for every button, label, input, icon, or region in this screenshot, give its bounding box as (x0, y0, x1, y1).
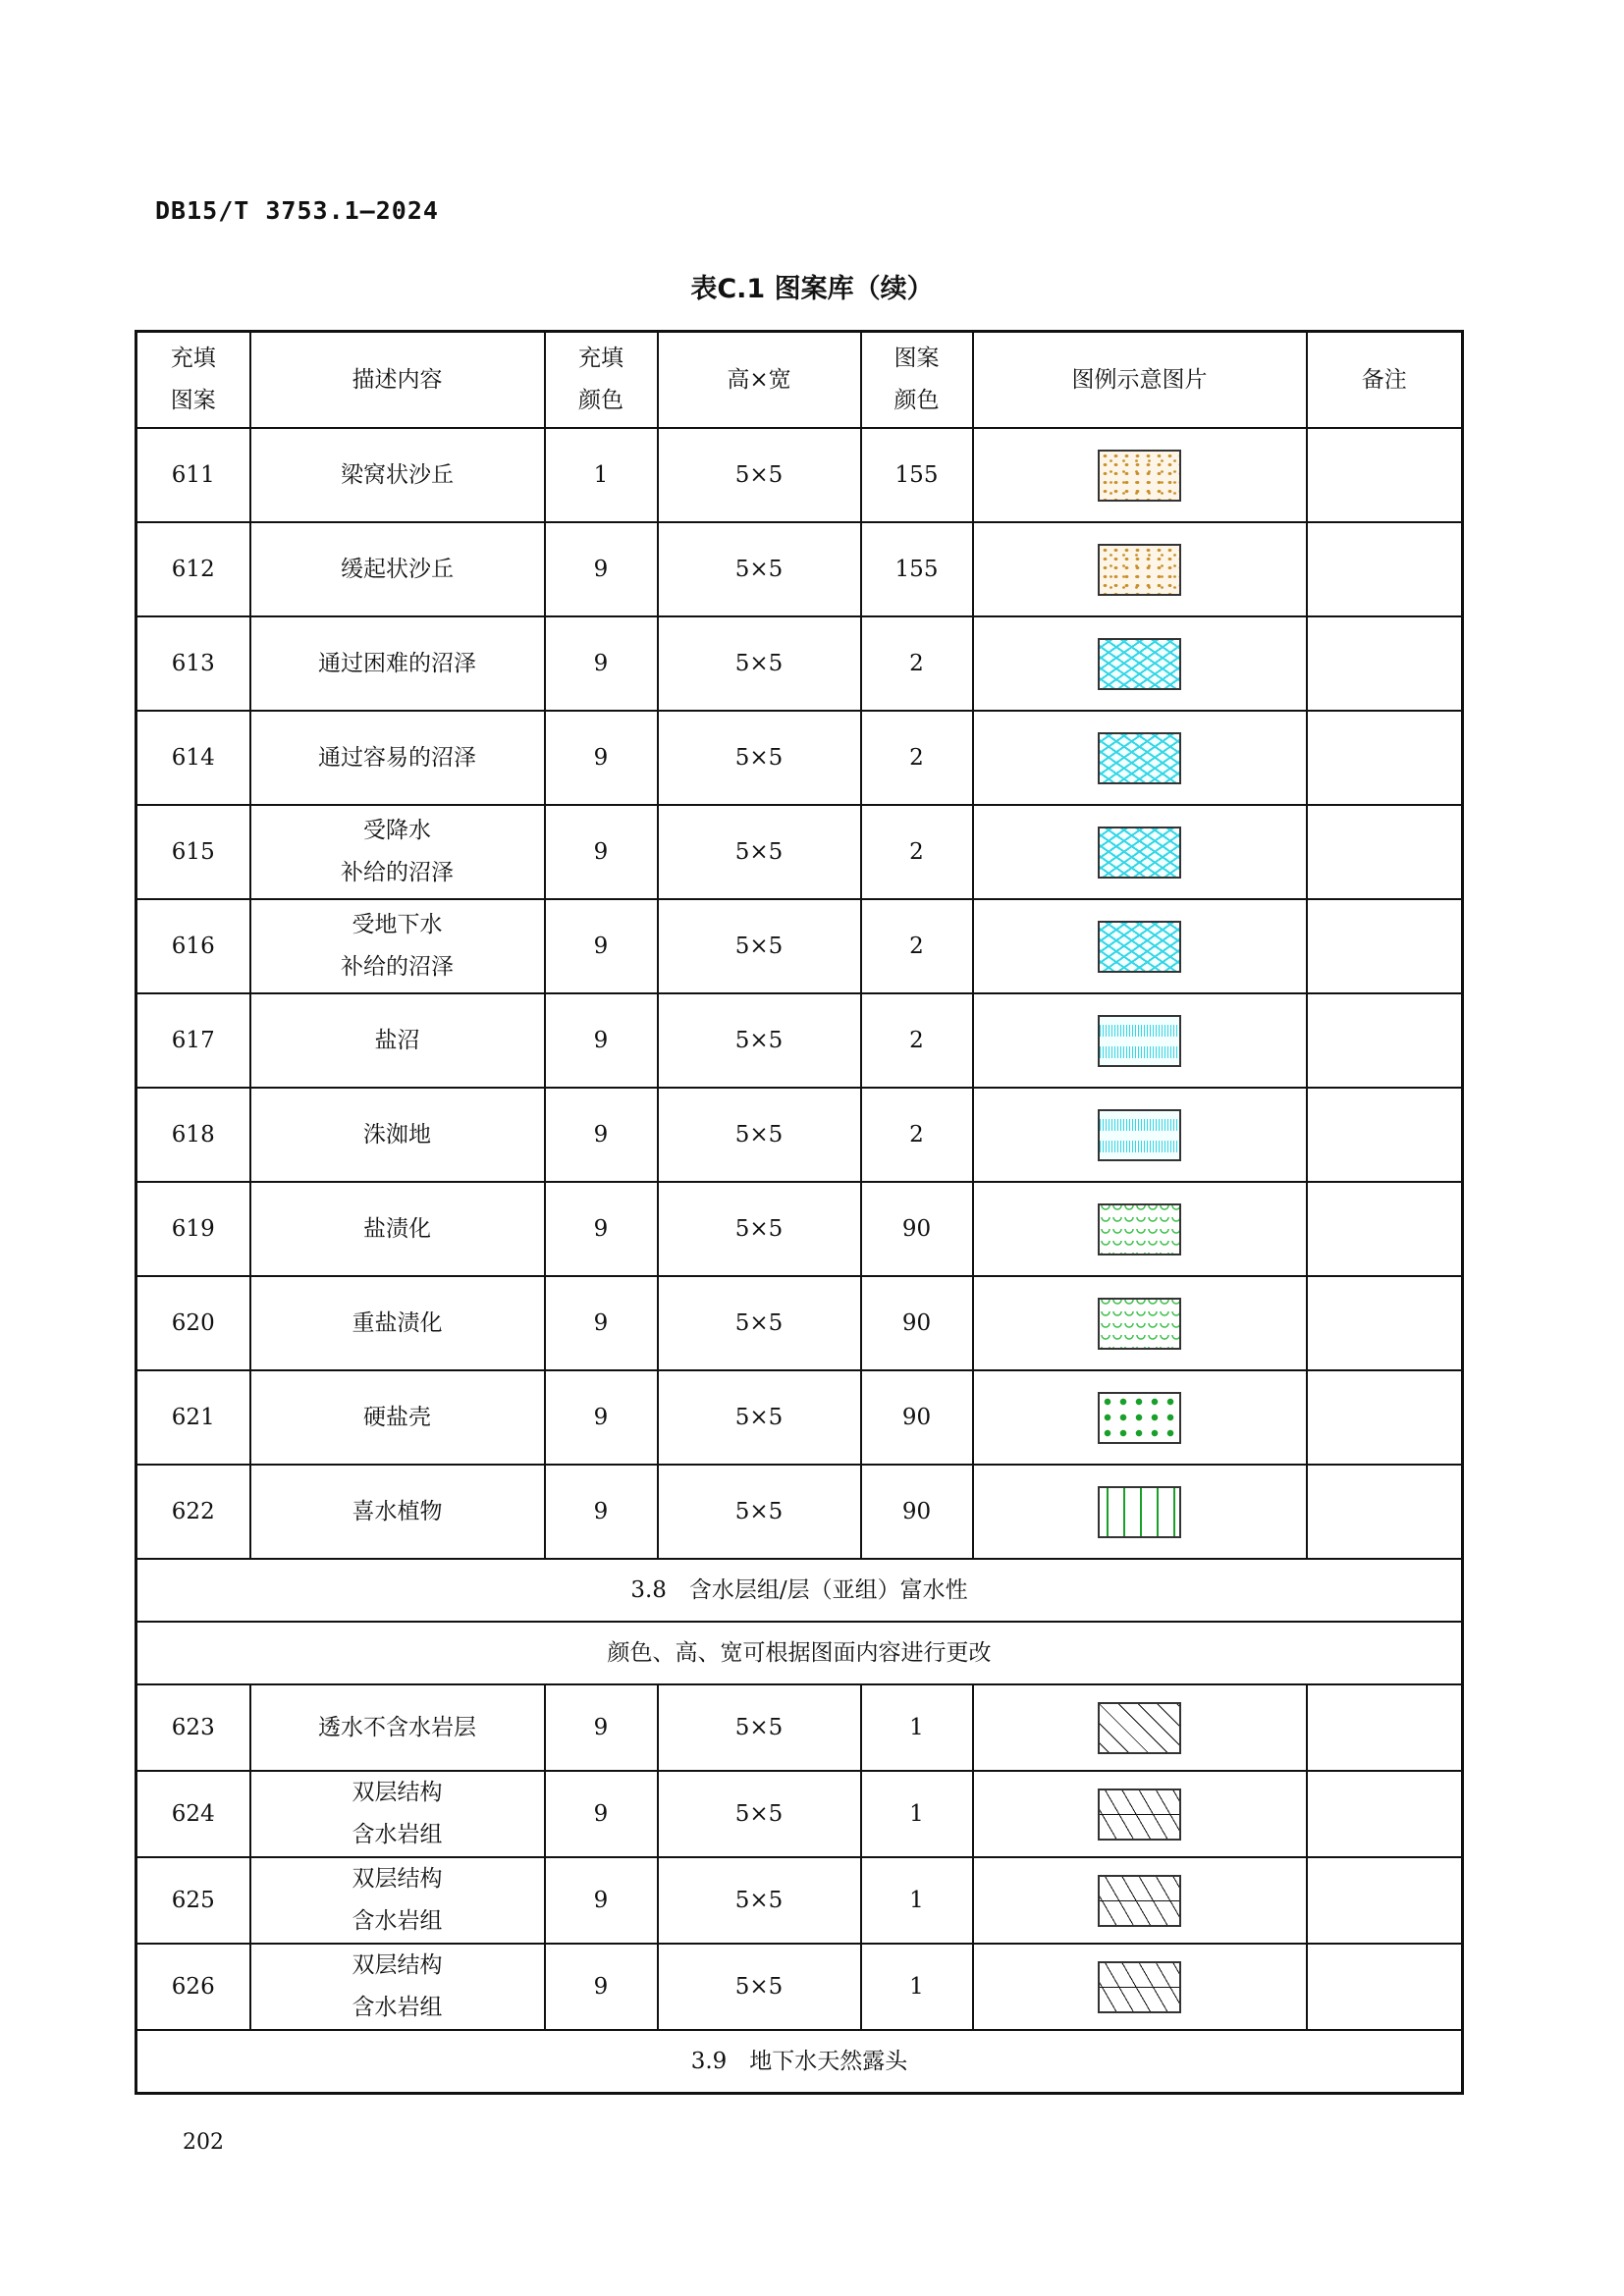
pattern-id: 622 (136, 1465, 250, 1559)
pattern-id: 619 (136, 1182, 250, 1276)
legend-preview (973, 1276, 1307, 1370)
salinization-icon (1098, 1203, 1181, 1255)
pattern-description: 洙洳地 (250, 1088, 545, 1182)
table-row (136, 805, 1463, 899)
pattern-id: 625 (136, 1857, 250, 1944)
section-title: 3.8 含水层组/层（亚组）富水性 (136, 1559, 1463, 1622)
layered-aquifer-icon (1098, 1961, 1181, 2013)
section-note: 颜色、高、宽可根据图面内容进行更改 (136, 1622, 1463, 1684)
pattern-id: 615 (136, 805, 250, 899)
fill-color: 9 (545, 1684, 658, 1771)
remark (1307, 1370, 1463, 1465)
pattern-color: 2 (861, 1088, 973, 1182)
pattern-color: 155 (861, 522, 973, 616)
pattern-id: 624 (136, 1771, 250, 1857)
permeable-rock-icon (1098, 1702, 1181, 1754)
remark (1307, 1182, 1463, 1276)
legend-preview (973, 1771, 1307, 1857)
legend-preview (973, 616, 1307, 711)
fill-color: 1 (545, 428, 658, 522)
swamp-icon (1098, 732, 1181, 784)
pattern-id: 626 (136, 1944, 250, 2030)
section-row (136, 2030, 1463, 2094)
hydrophyte-icon (1098, 1486, 1181, 1538)
document-code: DB15/T 3753.1—2024 (155, 196, 439, 225)
salt-crust-icon (1098, 1392, 1181, 1444)
pattern-id: 613 (136, 616, 250, 711)
remark (1307, 1857, 1463, 1944)
salinization-icon (1098, 1298, 1181, 1350)
table-row (136, 1944, 1463, 2030)
table-row (136, 1684, 1463, 1771)
table-row (136, 1276, 1463, 1370)
pattern-color: 2 (861, 805, 973, 899)
dunes-icon (1098, 544, 1181, 596)
pattern-color: 2 (861, 993, 973, 1088)
size: 5×5 (658, 1276, 861, 1370)
pattern-color: 2 (861, 616, 973, 711)
pattern-id: 614 (136, 711, 250, 805)
size: 5×5 (658, 1370, 861, 1465)
pattern-id: 616 (136, 899, 250, 993)
pattern-description: 通过困难的沼泽 (250, 616, 545, 711)
pattern-id: 621 (136, 1370, 250, 1465)
size: 5×5 (658, 1465, 861, 1559)
section-row (136, 1622, 1463, 1684)
pattern-id: 623 (136, 1684, 250, 1771)
table-row (136, 428, 1463, 522)
size: 5×5 (658, 1684, 861, 1771)
remark (1307, 1088, 1463, 1182)
swamp-icon (1098, 638, 1181, 690)
pattern-description: 缓起状沙丘 (250, 522, 545, 616)
pattern-id: 618 (136, 1088, 250, 1182)
legend-preview (973, 1857, 1307, 1944)
pattern-color: 90 (861, 1182, 973, 1276)
pattern-library-table (135, 330, 1464, 2095)
legend-preview (973, 1370, 1307, 1465)
pattern-description: 透水不含水岩层 (250, 1684, 545, 1771)
legend-preview (973, 1944, 1307, 2030)
table-caption: 表C.1 图案库（续） (690, 274, 934, 304)
legend-preview (973, 1182, 1307, 1276)
table-row (136, 522, 1463, 616)
legend-preview (973, 805, 1307, 899)
pattern-description: 梁窝状沙丘 (250, 428, 545, 522)
section-title: 3.9 地下水天然露头 (136, 2030, 1463, 2094)
pattern-id: 612 (136, 522, 250, 616)
size: 5×5 (658, 711, 861, 805)
pattern-description: 受地下水 补给的沼泽 (250, 899, 545, 993)
remark (1307, 1944, 1463, 2030)
size: 5×5 (658, 805, 861, 899)
pattern-description: 双层结构 含水岩组 (250, 1857, 545, 1944)
column-header: 描述内容 (250, 332, 545, 429)
legend-preview (973, 993, 1307, 1088)
fill-color: 9 (545, 1182, 658, 1276)
legend-preview (973, 1684, 1307, 1771)
size: 5×5 (658, 1088, 861, 1182)
table-header-row (136, 332, 1463, 429)
table-row (136, 1771, 1463, 1857)
column-header: 图例示意图片 (973, 332, 1307, 429)
table-row (136, 1370, 1463, 1465)
pattern-color: 2 (861, 711, 973, 805)
pattern-id: 620 (136, 1276, 250, 1370)
pattern-color: 2 (861, 899, 973, 993)
fill-color: 9 (545, 993, 658, 1088)
fill-color: 9 (545, 1944, 658, 2030)
pattern-color: 1 (861, 1857, 973, 1944)
dunes-icon (1098, 450, 1181, 502)
pattern-description: 盐沼 (250, 993, 545, 1088)
size: 5×5 (658, 616, 861, 711)
fill-color: 9 (545, 1465, 658, 1559)
pattern-description: 通过容易的沼泽 (250, 711, 545, 805)
table-row (136, 899, 1463, 993)
remark (1307, 1465, 1463, 1559)
legend-preview (973, 1465, 1307, 1559)
legend-preview (973, 711, 1307, 805)
fill-color: 9 (545, 522, 658, 616)
size: 5×5 (658, 1182, 861, 1276)
pattern-description: 重盐渍化 (250, 1276, 545, 1370)
layered-aquifer-icon (1098, 1789, 1181, 1841)
fill-color: 9 (545, 616, 658, 711)
table-row (136, 711, 1463, 805)
size: 5×5 (658, 1771, 861, 1857)
pattern-id: 611 (136, 428, 250, 522)
remark (1307, 805, 1463, 899)
section-row (136, 1559, 1463, 1622)
column-header: 图案 颜色 (861, 332, 973, 429)
pattern-description: 双层结构 含水岩组 (250, 1771, 545, 1857)
legend-preview (973, 1088, 1307, 1182)
pattern-description: 受降水 补给的沼泽 (250, 805, 545, 899)
legend-preview (973, 899, 1307, 993)
pattern-color: 90 (861, 1276, 973, 1370)
remark (1307, 428, 1463, 522)
size: 5×5 (658, 522, 861, 616)
table-row (136, 1857, 1463, 1944)
pattern-color: 90 (861, 1465, 973, 1559)
legend-preview (973, 428, 1307, 522)
pattern-color: 1 (861, 1771, 973, 1857)
page-number: 202 (183, 2130, 224, 2155)
remark (1307, 899, 1463, 993)
fill-color: 9 (545, 711, 658, 805)
column-header: 高×宽 (658, 332, 861, 429)
remark (1307, 1771, 1463, 1857)
fill-color: 9 (545, 1088, 658, 1182)
remark (1307, 1684, 1463, 1771)
table-row (136, 1088, 1463, 1182)
layered-aquifer-icon (1098, 1875, 1181, 1927)
size: 5×5 (658, 993, 861, 1088)
wetland-icon (1098, 1109, 1181, 1161)
fill-color: 9 (545, 899, 658, 993)
table-row (136, 993, 1463, 1088)
pattern-color: 90 (861, 1370, 973, 1465)
pattern-description: 喜水植物 (250, 1465, 545, 1559)
pattern-description: 盐渍化 (250, 1182, 545, 1276)
swamp-icon (1098, 921, 1181, 973)
pattern-id: 617 (136, 993, 250, 1088)
remark (1307, 522, 1463, 616)
fill-color: 9 (545, 1857, 658, 1944)
fill-color: 9 (545, 805, 658, 899)
table-row (136, 1182, 1463, 1276)
pattern-color: 1 (861, 1684, 973, 1771)
swamp-icon (1098, 827, 1181, 879)
column-header: 充填 图案 (136, 332, 250, 429)
size: 5×5 (658, 428, 861, 522)
table-row (136, 1465, 1463, 1559)
remark (1307, 711, 1463, 805)
remark (1307, 993, 1463, 1088)
fill-color: 9 (545, 1771, 658, 1857)
size: 5×5 (658, 1944, 861, 2030)
size: 5×5 (658, 1857, 861, 1944)
pattern-description: 双层结构 含水岩组 (250, 1944, 545, 2030)
pattern-color: 155 (861, 428, 973, 522)
fill-color: 9 (545, 1370, 658, 1465)
salt-marsh-icon (1098, 1015, 1181, 1067)
legend-preview (973, 522, 1307, 616)
pattern-description: 硬盐壳 (250, 1370, 545, 1465)
fill-color: 9 (545, 1276, 658, 1370)
pattern-color: 1 (861, 1944, 973, 2030)
size: 5×5 (658, 899, 861, 993)
column-header: 充填 颜色 (545, 332, 658, 429)
remark (1307, 1276, 1463, 1370)
remark (1307, 616, 1463, 711)
table-row (136, 616, 1463, 711)
column-header: 备注 (1307, 332, 1463, 429)
